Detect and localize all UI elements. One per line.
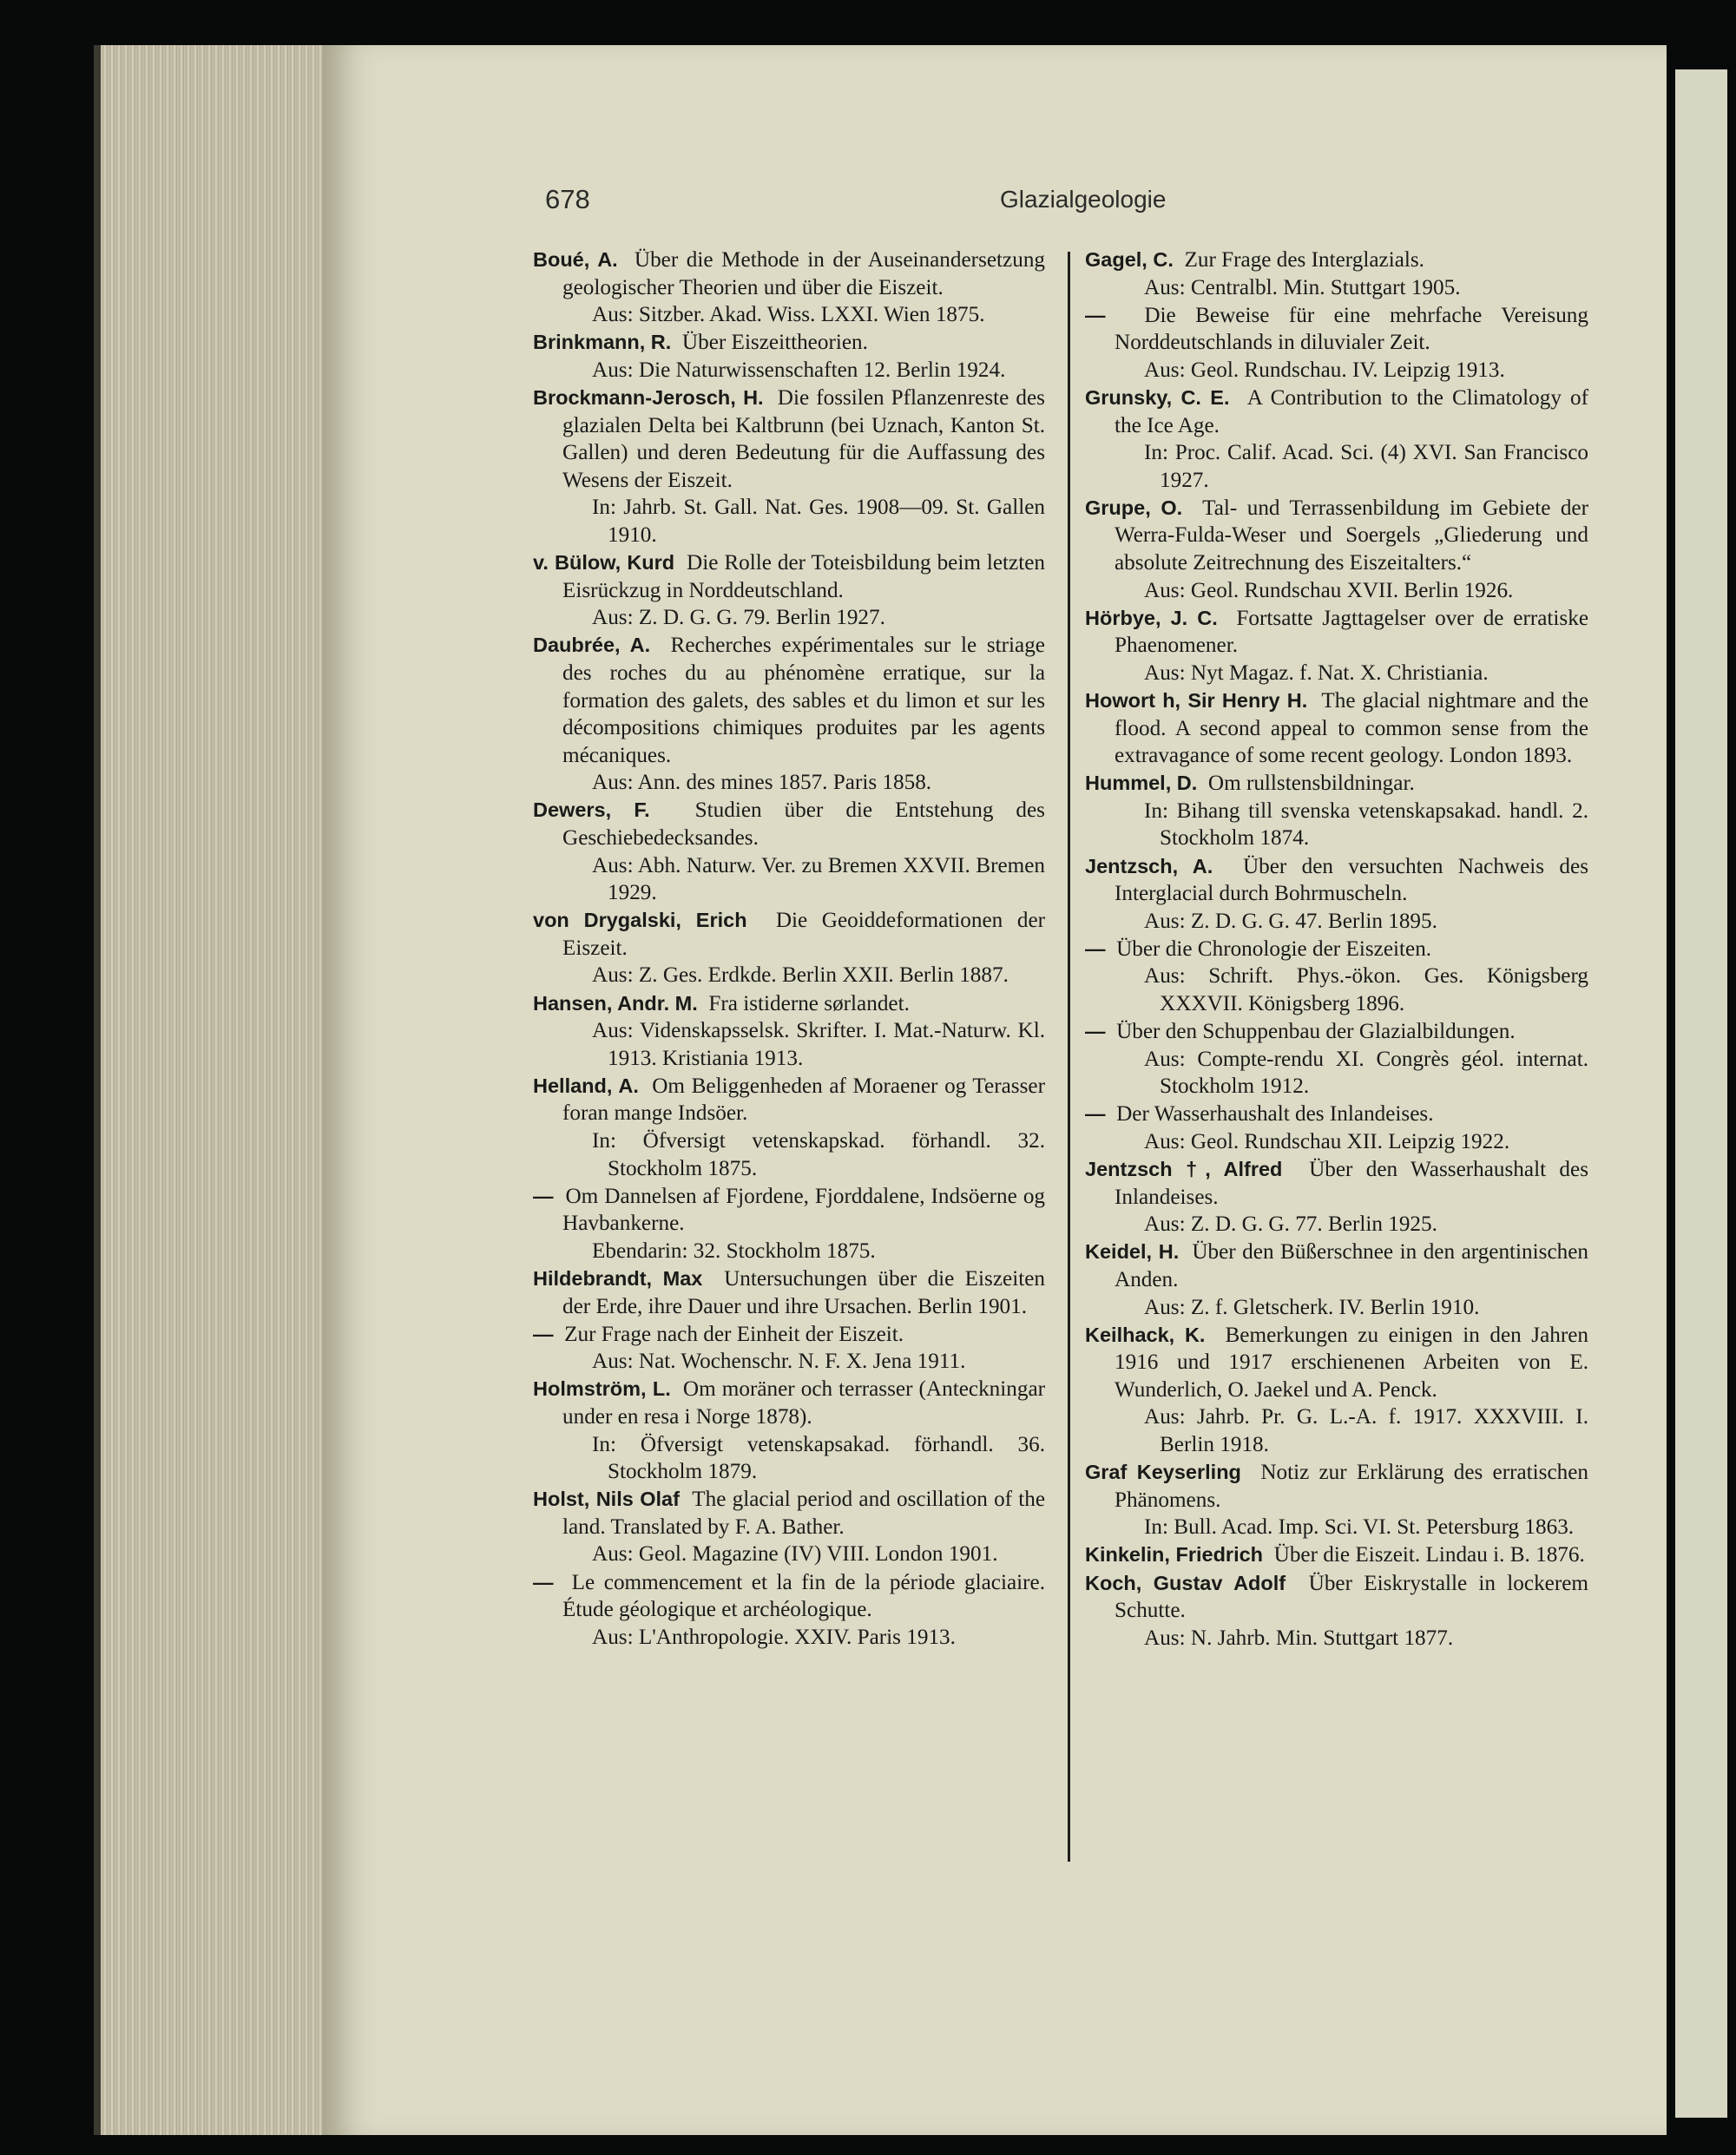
entry-author: Brockmann-Jerosch, H.: [533, 385, 764, 409]
entry-author: von Drygalski, Erich: [533, 909, 747, 932]
bibliography-entry: [1085, 246, 1588, 301]
bibliography-entry: [1085, 853, 1588, 936]
entry-title: Der Wasserhaushalt des Inlandeises.: [1116, 1102, 1434, 1127]
bibliography-entry: [1085, 1018, 1588, 1100]
right-column: [1085, 246, 1588, 1652]
entry-source: Aus: Geol. Rundschau. IV. Leipzig 1913.: [1144, 358, 1505, 382]
bibliography-entry: [1085, 302, 1588, 384]
entry-source: Aus: Schrift. Phys.-ökon. Ges. Königsberg XXXVII. Königsberg 1896.: [1144, 964, 1588, 1016]
entry-author: Grupe, O.: [1085, 496, 1183, 519]
entry-author: Howort h, Sir Henry H.: [1085, 689, 1308, 712]
entry-source: Aus: Z. f. Gletscherk. IV. Berlin 1910.: [1144, 1295, 1480, 1319]
entry-author: v. Bülow, Kurd: [533, 551, 675, 575]
running-head: [323, 184, 1667, 227]
entry-title: Über die Methode in der Auseinandersetzung geologischer Theorien und über die Eiszeit.: [562, 248, 1046, 299]
bibliography-entry: [533, 1569, 1045, 1652]
entry-title: Studien über die Entstehung des Geschiebedecksandes.: [562, 798, 1045, 850]
entry-title: Om rullstensbildningar.: [1207, 772, 1415, 796]
entry-source: Aus: Centralbl. Min. Stuttgart 1905.: [1144, 275, 1461, 299]
entry-author: Hildebrandt, Max: [533, 1266, 703, 1290]
entry-author: Brinkmann, R.: [533, 331, 672, 354]
entry-author: Daubrée, A.: [533, 634, 651, 657]
entry-title: Notiz zur Erklärung des erratischen Phänomens.: [1115, 1461, 1589, 1512]
entry-title: Om Beliggenheden af Moraener og Terasser foran mange Indsöer.: [562, 1074, 1045, 1126]
entry-author: —: [1085, 1102, 1106, 1126]
entry-source: Aus: Geol. Rundschau XVII. Berlin 1926.: [1144, 578, 1514, 602]
bibliography-entry: [1085, 1570, 1588, 1652]
entry-author: Jentzsch †, Alfred: [1085, 1158, 1283, 1181]
entry-author: —: [1085, 936, 1106, 960]
entry-author: Koch, Gustav Adolf: [1085, 1571, 1286, 1594]
entry-author: Hörbye, J. C.: [1085, 606, 1218, 629]
book-page-edges: [94, 45, 348, 2135]
entry-source: Aus: Z. D. G. G. 77. Berlin 1925.: [1144, 1212, 1437, 1237]
entry-title: Die Geoiddeformationen der Eiszeit.: [562, 909, 1046, 960]
entry-author: —: [533, 1184, 554, 1207]
entry-author: Holmström, L.: [533, 1377, 671, 1401]
entry-source: Aus: Z. D. G. G. 79. Berlin 1927.: [592, 606, 885, 630]
entry-author: Keidel, H.: [1085, 1240, 1180, 1264]
entry-title: Untersuchungen über die Eiszeiten der Erde, ihre Dauer und ihre Ursachen. Berlin 1901.: [562, 1266, 1045, 1318]
facing-page-edge: [1675, 69, 1727, 2118]
entry-title: Die Beweise für eine mehrfache Vereisung Norddeutschlands in diluvialer Zeit.: [1115, 303, 1588, 355]
bibliography-entry: [1085, 1541, 1588, 1569]
entry-source: Aus: Z. Ges. Erdkde. Berlin XXII. Berlin 1887.: [592, 963, 1009, 988]
entry-source: Aus: Geol. Rundschau XII. Leipzig 1922.: [1144, 1130, 1510, 1153]
entry-source: In: Bihang till svenska vetenskapsakad. handl. 2. Stockholm 1874.: [1144, 798, 1588, 851]
entry-source: Aus: Compte-rendu XI. Congrès géol. internat. Stockholm 1912.: [1144, 1047, 1588, 1099]
entry-title: Die fossilen Pflanzenreste des glazialen Delta bei Kaltbrunn (bei Uznach, Kanton St. Gallen) und deren Bedeutung für die Auffassung des Wesens der Eiszeit.: [562, 385, 1045, 492]
bibliography-entry: [1085, 1322, 1588, 1459]
entry-source: Aus: Nyt Magaz. f. Nat. X. Christiania.: [1144, 660, 1489, 685]
entry-title: Über die Chronologie der Eiszeiten.: [1116, 936, 1432, 961]
entry-title: Fortsatte Jagttagelser over de erratiske Phaenomener.: [1115, 606, 1589, 658]
entry-title: Zur Frage des Interglazials.: [1184, 248, 1424, 272]
bibliography-entry: [1085, 1459, 1588, 1541]
entry-title: A Contribution to the Climatology of the Ice Age.: [1115, 385, 1589, 437]
entry-author: Graf Keyserling: [1085, 1461, 1241, 1484]
bibliography-entry: [1085, 605, 1588, 687]
bibliography-entry: [533, 1073, 1045, 1182]
entry-author: Holst, Nils Olaf: [533, 1488, 680, 1511]
bibliography-entry: [533, 1376, 1045, 1485]
bibliography-entry: [533, 384, 1045, 549]
bibliography-entry: [1085, 770, 1588, 852]
entry-source: In: Jahrb. St. Gall. Nat. Ges. 1908—09. St. Gallen 1910.: [592, 496, 1045, 547]
entry-title: Tal- und Terrassenbildung im Gebiete der Werra-Fulda-Weser und Soergels „Gliederung und absolute Zeitrechnung des Eiszeitalters.“: [1115, 496, 1589, 575]
bibliography-entry: [1085, 687, 1588, 770]
bibliography-entry: [1085, 1100, 1588, 1155]
bibliography-entry: [533, 1183, 1045, 1265]
entry-source: In: Öfversigt vetenskapskad. förhandl. 32. Stockholm 1875.: [592, 1129, 1045, 1180]
entry-title: Recherches expérimentales sur le striage des roches du au phénomène erratique, sur la formation des galets, des sables et du limon et sur les décompositions chimiques produites par les agents mécaniques.: [562, 634, 1045, 767]
entry-author: Gagel, C.: [1085, 248, 1174, 271]
entry-author: Hummel, D.: [1085, 772, 1198, 795]
entry-author: Helland, A.: [533, 1074, 639, 1097]
bibliography-entry: [1085, 1156, 1588, 1238]
running-title: Glazialgeologie: [1000, 186, 1167, 213]
entry-source: In: Bull. Acad. Imp. Sci. VI. St. Petersburg 1863.: [1144, 1515, 1575, 1540]
entry-source: Aus: Z. D. G. G. 47. Berlin 1895.: [1144, 909, 1437, 933]
entry-source: Aus: Videnskapsselsk. Skrifter. I. Mat.-Naturw. Kl. 1913. Kristiania 1913.: [592, 1019, 1045, 1070]
entry-author: Keilhack, K.: [1085, 1323, 1206, 1346]
entry-author: —: [533, 1322, 554, 1345]
entry-source: Ebendarin: 32. Stockholm 1875.: [592, 1238, 876, 1263]
entry-author: —: [1085, 1020, 1106, 1043]
bibliography-entry: [533, 1486, 1045, 1568]
entry-title: Über Eiszeittheorien.: [681, 331, 868, 355]
page-number: 678: [545, 184, 590, 214]
bibliography-entry: [533, 990, 1045, 1073]
entry-author: —: [533, 1570, 554, 1593]
entry-author: Boué, A.: [533, 248, 618, 271]
entry-title: The glacial period and oscillation of the land. Translated by F. A. Bather.: [562, 1488, 1046, 1539]
entry-source: Aus: Nat. Wochenschr. N. F. X. Jena 1911.: [592, 1350, 966, 1374]
entry-title: Über die Eiszeit. Lindau i. B. 1876.: [1273, 1543, 1585, 1567]
entry-source: Aus: Abh. Naturw. Ver. zu Bremen XXVII. Bremen 1929.: [592, 853, 1045, 905]
entry-title: Über Eiskrystalle in lockerem Schutte.: [1115, 1571, 1588, 1623]
entry-title: Über den Wasserhaushalt des Inlandeises.: [1115, 1158, 1588, 1209]
entry-title: Le commencement et la fin de la période glaciaire. Étude géologique et archéologique.: [562, 1570, 1045, 1622]
bibliography-entry: [533, 1321, 1045, 1376]
entry-author: Dewers, F.: [533, 798, 650, 822]
entry-title: Zur Frage nach der Einheit der Eiszeit.: [564, 1322, 904, 1346]
entry-author: —: [1085, 303, 1106, 326]
entry-author: Hansen, Andr. M.: [533, 991, 698, 1015]
entry-title: Die Rolle der Toteisbildung beim letzten Eisrückzug in Norddeutschland.: [562, 551, 1046, 602]
entry-author: Jentzsch, A.: [1085, 854, 1213, 877]
bibliography-entry: [533, 907, 1045, 989]
entry-title: Om moräner och terrasser (Anteckningar under en resa i Norge 1878).: [562, 1377, 1046, 1429]
bibliography-entry: [1085, 495, 1588, 604]
entry-source: Aus: Geol. Magazine (IV) VIII. London 1901.: [592, 1542, 998, 1567]
entry-title: The glacial nightmare and the flood. A second appeal to common sense from the extravagance of some recent geology. London 1893.: [1115, 689, 1589, 768]
entry-source: Aus: L'Anthropologie. XXIV. Paris 1913.: [592, 1625, 956, 1649]
bibliography-entry: [1085, 1238, 1588, 1321]
entry-title: Über den versuchten Nachweis des Interglacial durch Bohrmuscheln.: [1115, 854, 1589, 906]
entry-source: Aus: Sitzber. Akad. Wiss. LXXI. Wien 1875.: [592, 303, 985, 327]
bibliography-entry: [1085, 936, 1588, 1018]
entry-source: Aus: Jahrb. Pr. G. L.-A. f. 1917. XXXVIII. I. Berlin 1918.: [1144, 1405, 1588, 1457]
entry-title: Fra istiderne sørlandet.: [708, 991, 910, 1015]
book-page: [323, 45, 1667, 2135]
left-column: [533, 246, 1045, 1652]
bibliography-entry: [533, 329, 1045, 384]
entry-source: In: Proc. Calif. Acad. Sci. (4) XVI. San Francisco 1927.: [1144, 441, 1588, 492]
entry-title: Bemerkungen zu einigen in den Jahren 1916 und 1917 erschienenen Arbeiten von E. Wunderlich, O. Jaekel und A. Penck.: [1115, 1323, 1588, 1402]
bibliography-entry: [1085, 384, 1588, 494]
entry-title: Om Dannelsen af Fjordene, Fjorddalene, Indsöerne og Havbankerne.: [562, 1184, 1046, 1236]
entry-author: Grunsky, C. E.: [1085, 385, 1230, 409]
entry-title: Über den Schuppenbau der Glazialbildungen.: [1116, 1020, 1516, 1044]
entry-source: Aus: Die Naturwissenschaften 12. Berlin 1924.: [592, 358, 1006, 382]
entry-source: Aus: Ann. des mines 1857. Paris 1858.: [592, 771, 932, 795]
column-rule: [1068, 252, 1070, 1862]
bibliography-entry: [533, 632, 1045, 797]
entry-source: Aus: N. Jahrb. Min. Stuttgart 1877.: [1144, 1626, 1454, 1650]
bibliography-entry: [533, 1265, 1045, 1320]
entry-title: Über den Büßerschnee in den argentinischen Anden.: [1115, 1240, 1588, 1291]
entry-author: Kinkelin, Friedrich: [1085, 1543, 1264, 1567]
bibliography-entry: [533, 549, 1045, 632]
bibliography-entry: [533, 797, 1045, 906]
bibliography-entry: [533, 246, 1045, 329]
entry-source: In: Öfversigt vetenskapsakad. förhandl. 36. Stockholm 1879.: [592, 1432, 1045, 1484]
